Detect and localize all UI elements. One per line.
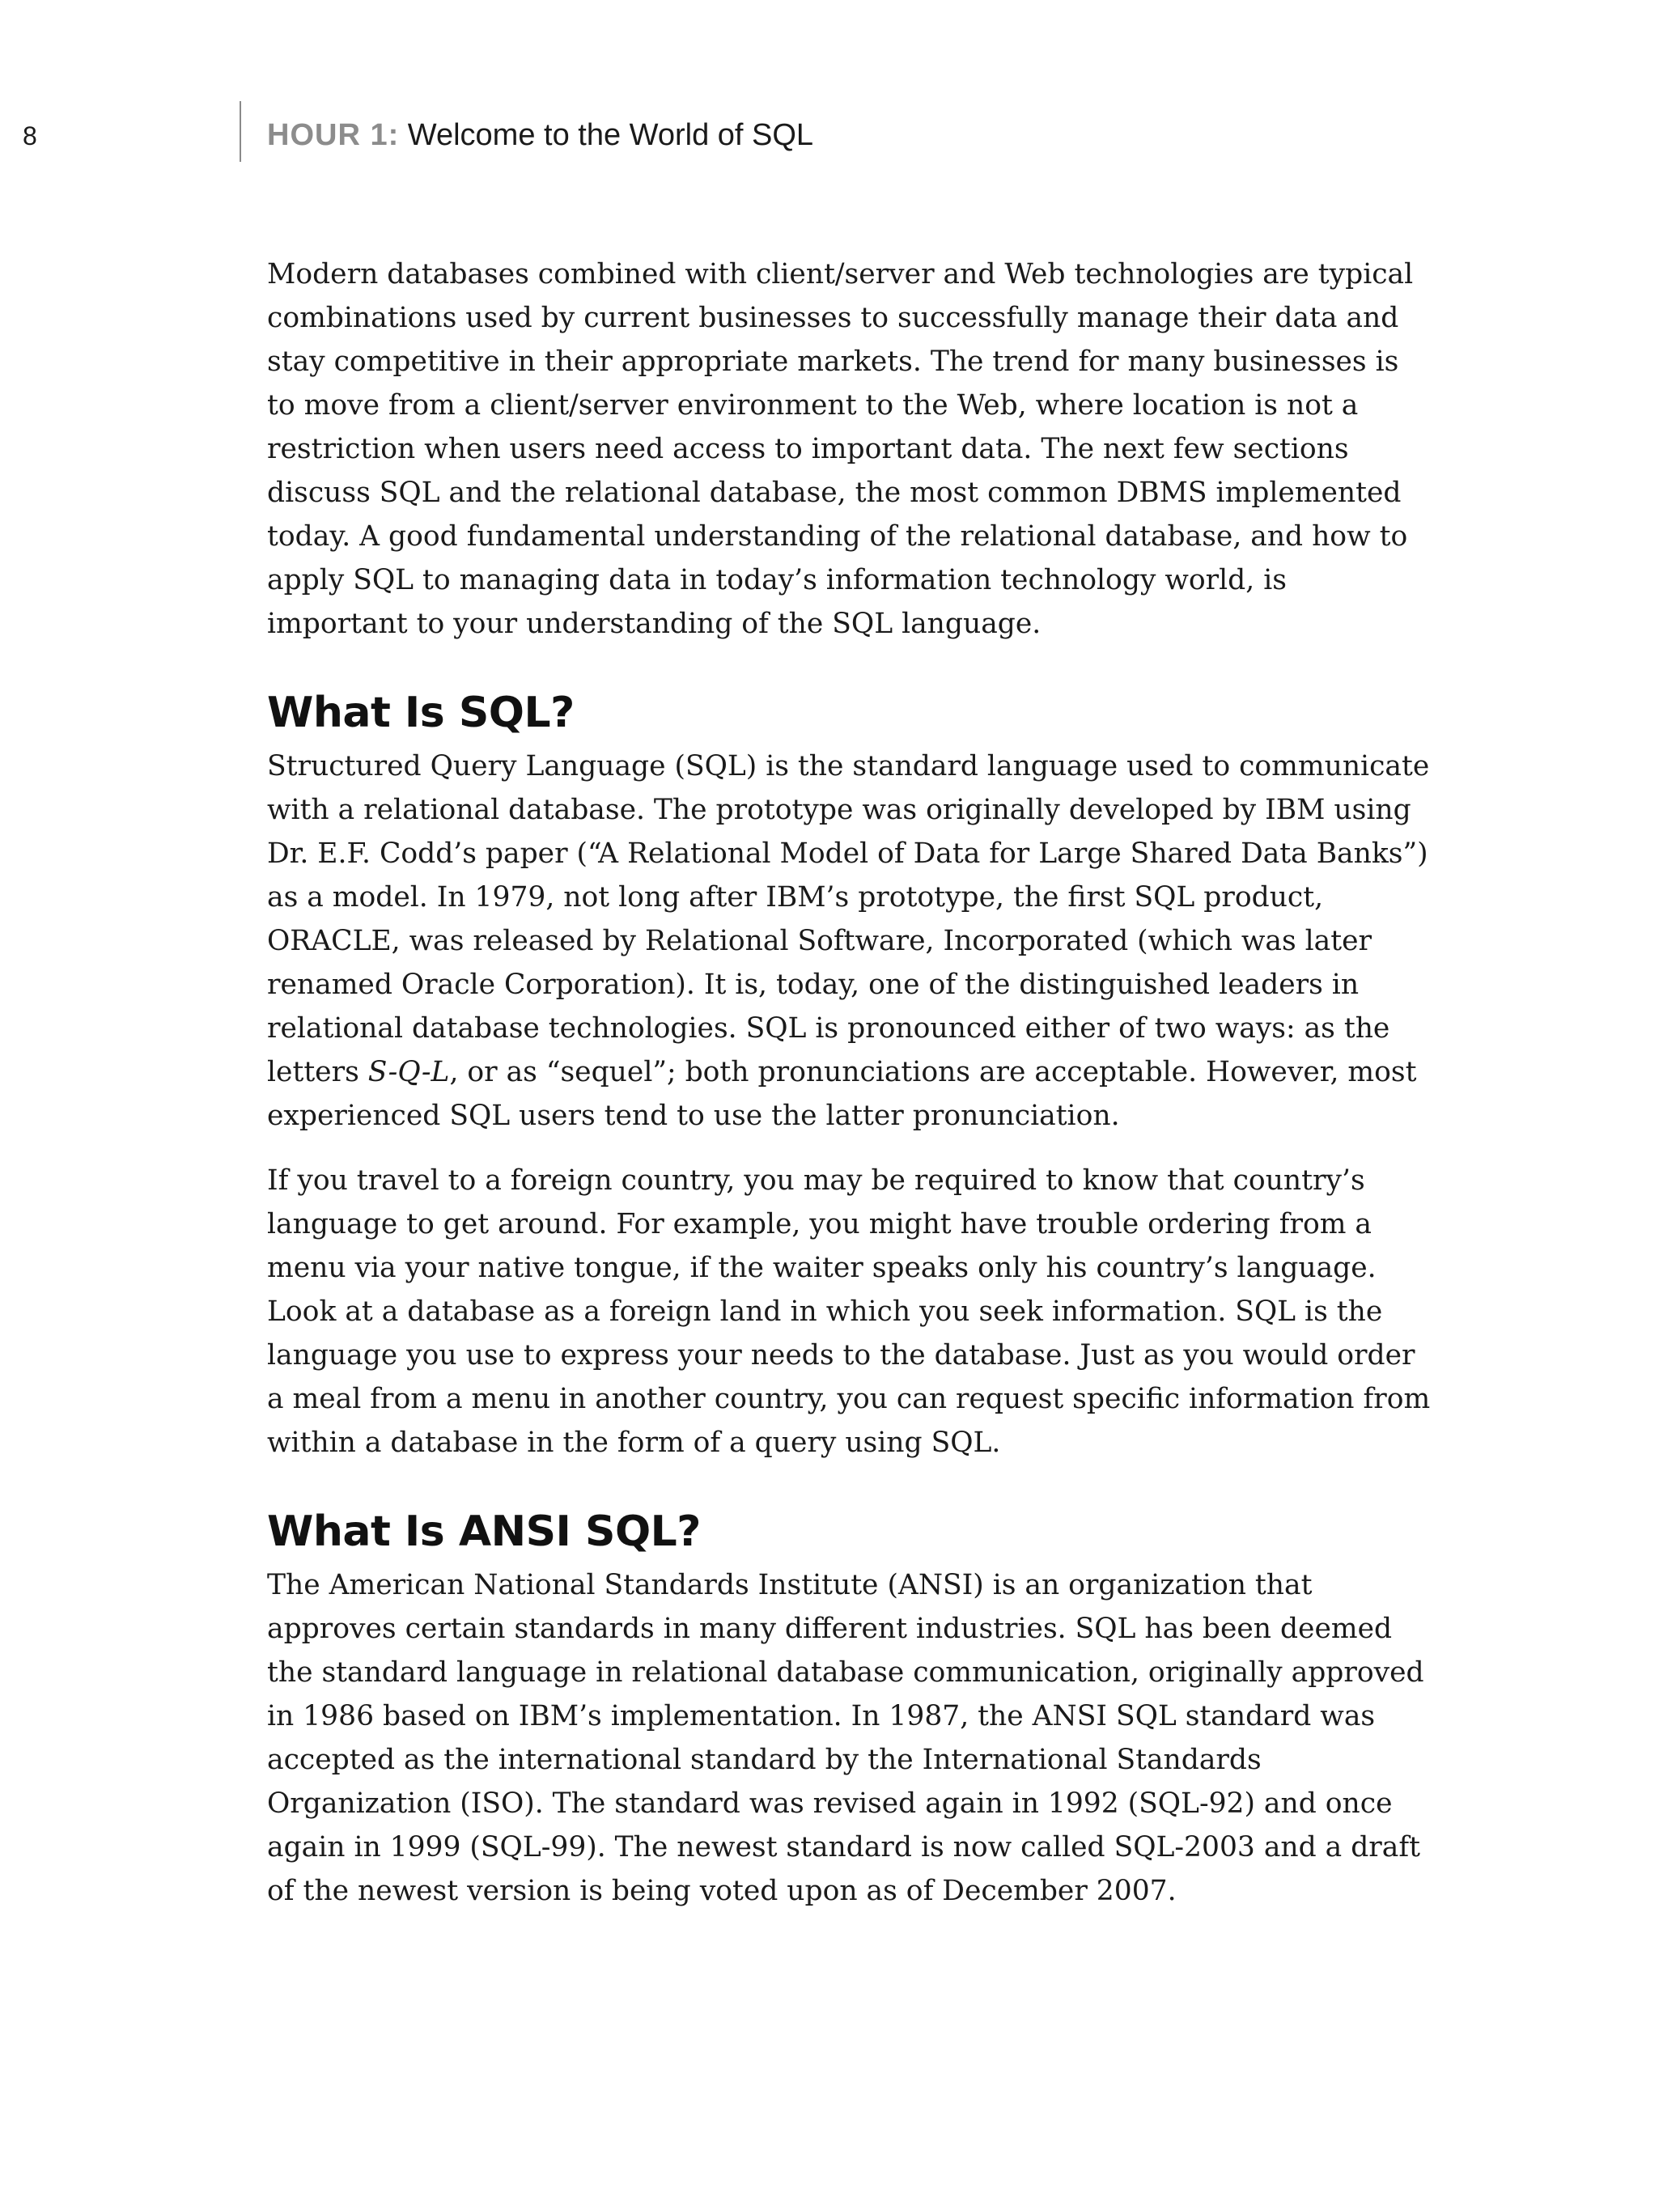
chapter-title: Welcome to the World of SQL	[407, 118, 814, 152]
page-number: 8	[23, 121, 37, 151]
section-heading-what-is-ansi-sql: What Is ANSI SQL?	[267, 1507, 701, 1556]
hour-label: HOUR 1:	[267, 118, 400, 152]
page-body	[267, 252, 1432, 1934]
ansi-paragraph: The American National Standards Institute (ANSI) is an organization that approves certain standards in many different industries. SQL has been deemed the standard language in relational database communication, originally approved in 1986 based on IBM’s implementation. In 1987, the ANSI SQL standard was accepted as the international standard by the International Standards Organization (ISO). The standard was revised again in 1992 (SQL-92) and once again in 1999 (SQL-99). The newest standard is now called SQL-2003 and a draft of the newest version is being voted upon as of December 2007.	[267, 1569, 1424, 1907]
sql-paragraph-2: If you travel to a foreign country, you may be required to know that country’s language to get around. For example, you might have trouble ordering from a menu via your native tongue, if the waiter speaks only his country’s language. Look at a database as a foreign land in which you seek information. SQL is the language you use to express your needs to the database. Just as you would order a meal from a menu in another country, you can request specific information from within a database in the form of a query using SQL.	[267, 1164, 1431, 1459]
running-header	[267, 118, 813, 153]
sql-pronunciation-letters: S-Q-L	[367, 1056, 450, 1088]
section-heading-what-is-sql: What Is SQL?	[267, 689, 575, 737]
intro-paragraph: Modern databases combined with client/server and Web technologies are typical combinations used by current businesses to successfully manage their data and stay competitive in their appropriate markets. The trend for many businesses is to move from a client/server environment to the Web, where location is not a restriction when users need access to important data. The next few sections discuss SQL and the relational database, the most common DBMS implemented today. A good fundamental understanding of the relational database, and how to apply SQL to managing data in today’s information technology world, is important to your understanding of the SQL language.	[267, 258, 1414, 640]
sql-paragraph-1-text-a: Structured Query Language (SQL) is the standard language used to communicate with a relational database. The prototype was originally developed by IBM using Dr. E.F. Codd’s paper (“A Relational Model of Data for Large Shared Data Banks”) as a model. In 1979, not long after IBM’s prototype, the first SQL product, ORACLE, was released by Relational Software, Incorporated (which was later renamed Oracle Corporation). It is, today, one of the distinguished leaders in relational database technologies. SQL is pronounced either of two ways: as the letters	[267, 750, 1430, 1088]
header-divider	[240, 101, 241, 162]
sql-paragraph-1	[267, 744, 1432, 1138]
sql-paragraph-1-text-b: , or as “sequel”; both pronunciations are acceptable. However, most experienced SQL users tend to use the latter pronunciation.	[267, 1056, 1417, 1132]
